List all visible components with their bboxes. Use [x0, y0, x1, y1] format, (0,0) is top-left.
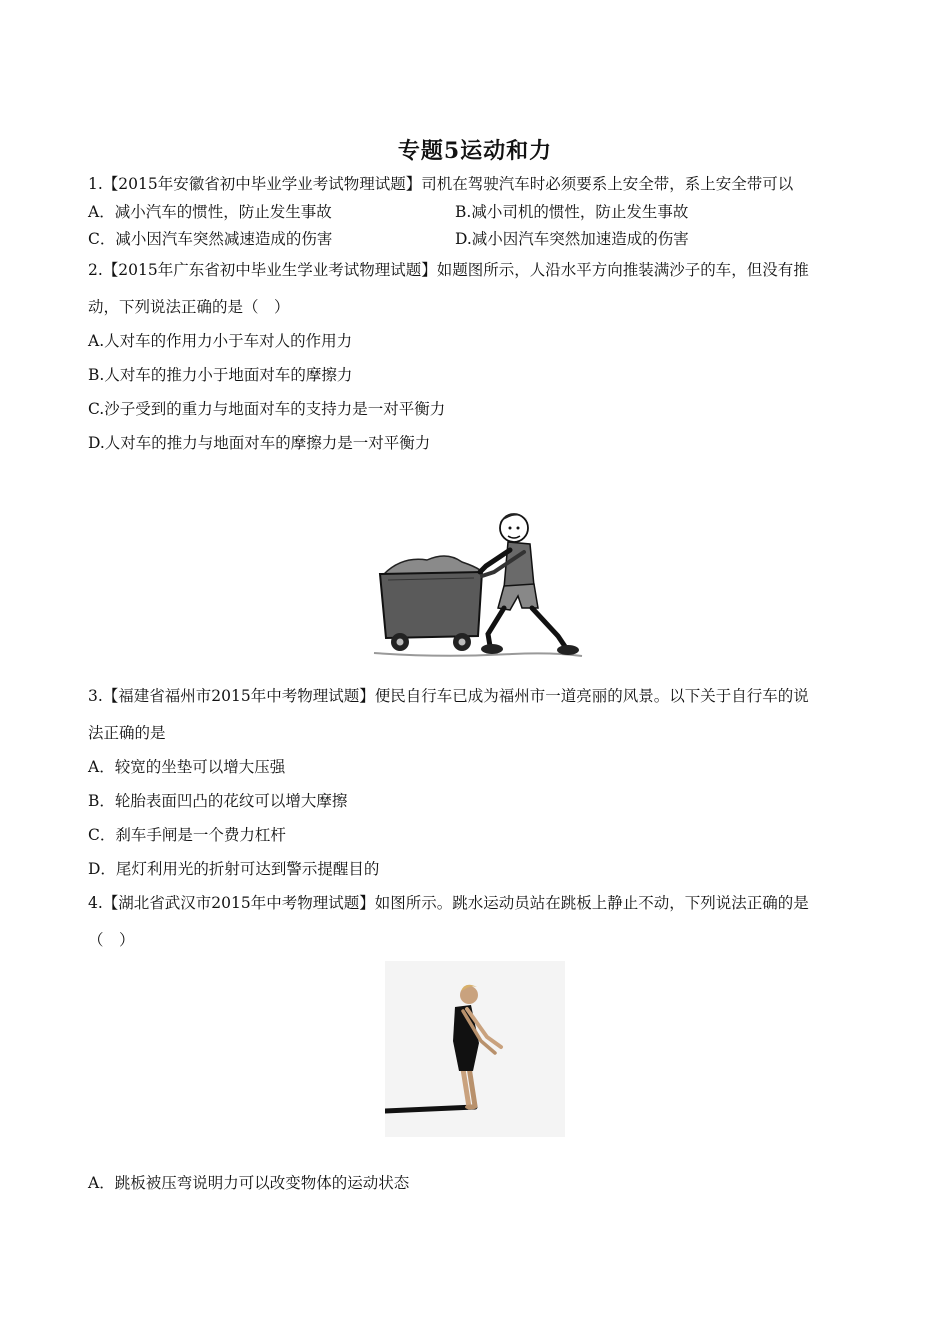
question-4-stem-line-2: （ ） — [88, 931, 135, 949]
question-3-stem-line-2: 法正确的是 — [88, 724, 166, 742]
question-1-stem: 1.【2015年安徽省初中毕业学业考试物理试题】司机在驾驶汽车时必须要系上安全带，系上安全带可以 — [88, 175, 794, 193]
question-1-option-b: B.减小司机的惯性，防止发生事故 — [455, 203, 689, 221]
question-1-option-a: A．减小汽车的惯性，防止发生事故 — [88, 203, 332, 221]
question-3-option-a: A．较宽的坐垫可以增大压强 — [88, 758, 286, 776]
question-2-option-a: A.人对车的作用力小于车对人的作用力 — [88, 332, 353, 350]
question-4-option-a: A．跳板被压弯说明力可以改变物体的运动状态 — [88, 1174, 410, 1192]
question-3-stem-line-1: 3.【福建省福州市2015年中考物理试题】便民自行车已成为福州市一道亮丽的风景。以下关于自行车的说 — [88, 687, 809, 705]
question-3-option-d: D．尾灯利用光的折射可达到警示提醒目的 — [88, 860, 380, 878]
question-2-stem-line-2: 动，下列说法正确的是（ ） — [88, 298, 290, 316]
question-2-option-b: B.人对车的推力小于地面对车的摩擦力 — [88, 366, 353, 384]
boy-pushing-cart-figure — [362, 496, 592, 666]
page-title: 专题5运动和力 — [397, 138, 553, 164]
question-2-option-d: D.人对车的推力与地面对车的摩擦力是一对平衡力 — [88, 434, 431, 452]
question-3-option-b: B．轮胎表面凹凸的花纹可以增大摩擦 — [88, 792, 348, 810]
question-4-stem-line-1: 4.【湖北省武汉市2015年中考物理试题】如图所示。跳水运动员站在跳板上静止不动，下列说法正确的是 — [88, 894, 809, 912]
question-1-option-d: D.减小因汽车突然加速造成的伤害 — [455, 230, 689, 248]
question-2-stem-line-1: 2.【2015年广东省初中毕业生学业考试物理试题】如题图所示，人沿水平方向推装满沙子的车，但没有推 — [88, 261, 809, 279]
question-1-option-c: C．减小因汽车突然减速造成的伤害 — [88, 230, 333, 248]
question-3-option-c: C．刹车手闸是一个费力杠杆 — [88, 826, 286, 844]
question-2-option-c: C.沙子受到的重力与地面对车的支持力是一对平衡力 — [88, 400, 446, 418]
diver-on-springboard-figure — [385, 961, 565, 1137]
